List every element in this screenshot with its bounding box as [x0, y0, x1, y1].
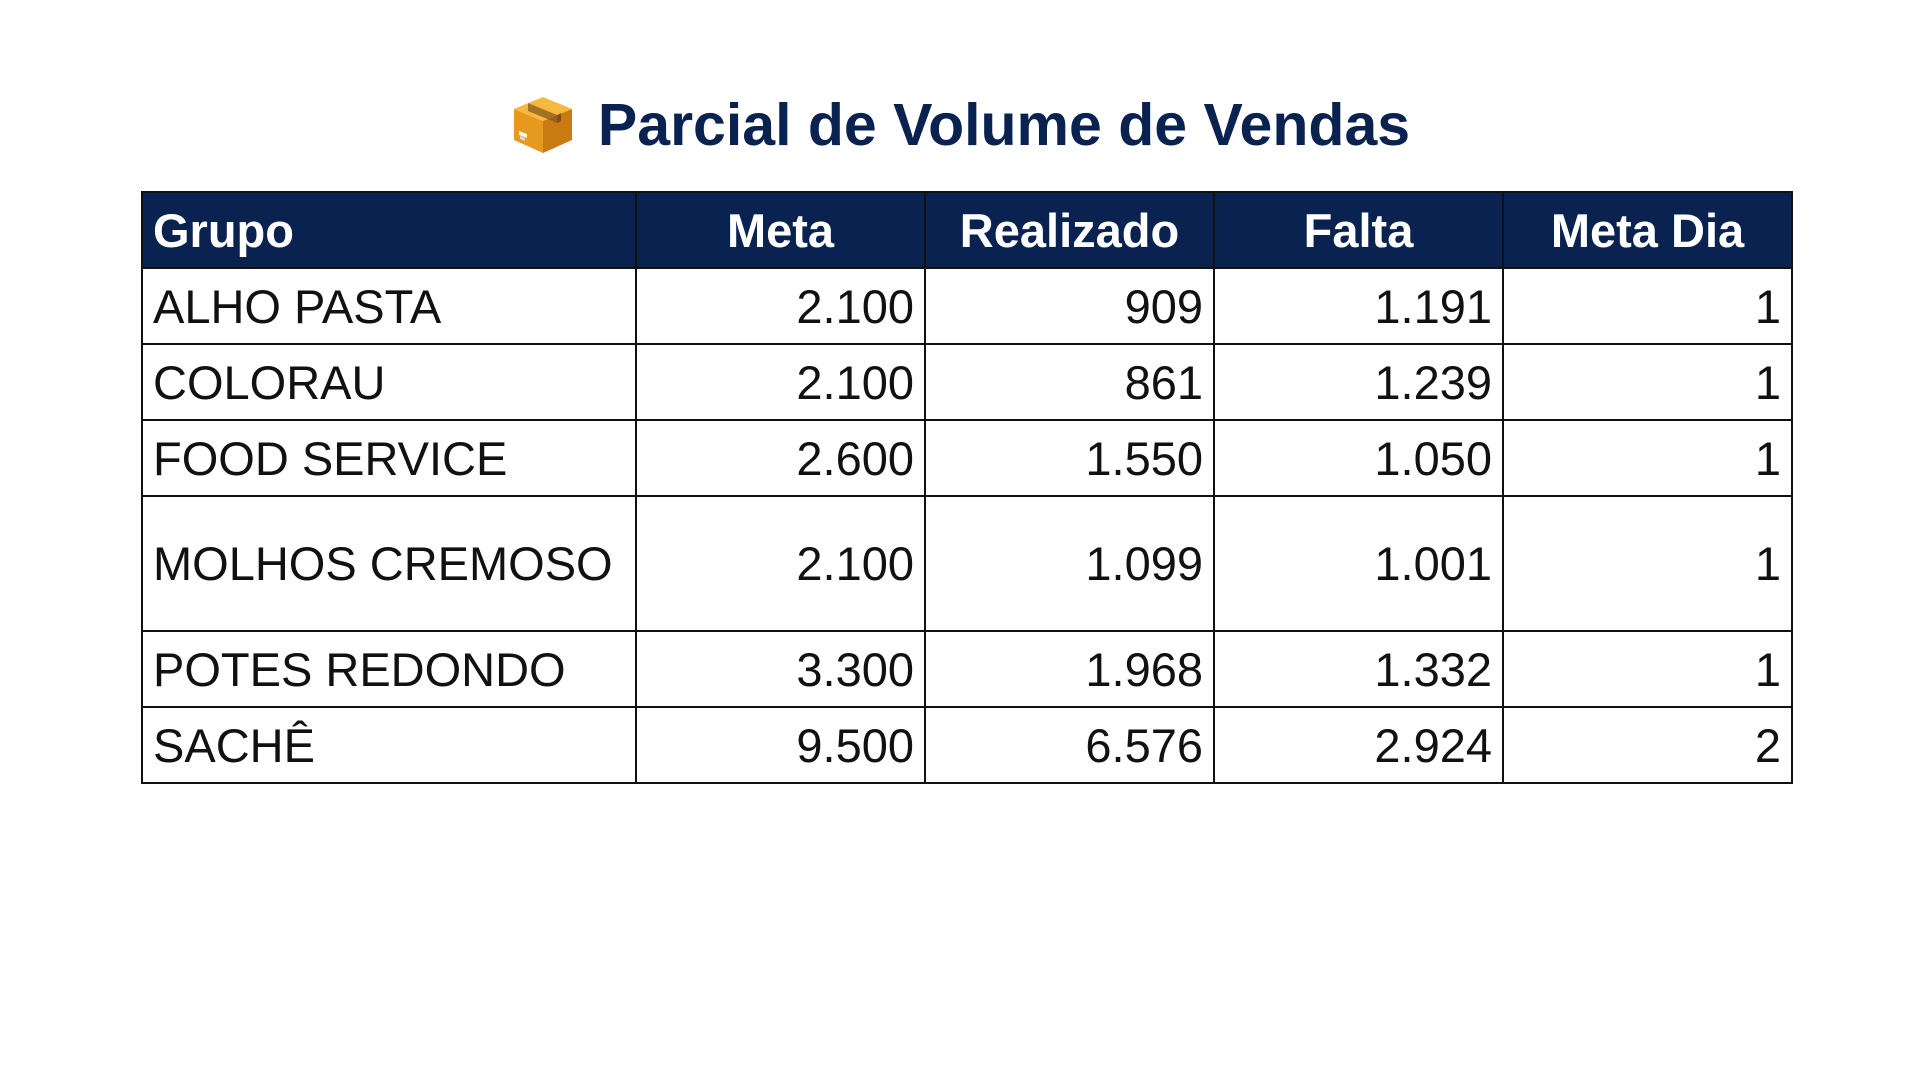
column-header-falta: Falta — [1214, 192, 1503, 268]
cell-grupo: FOOD SERVICE — [142, 420, 636, 496]
column-header-grupo: Grupo — [142, 192, 636, 268]
table-row — [142, 420, 1792, 496]
cell-falta: 1.001 — [1214, 496, 1503, 631]
table-row — [142, 496, 1792, 631]
cell-grupo: POTES REDONDO — [142, 631, 636, 707]
cell-meta: 2.600 — [636, 420, 925, 496]
table-row — [142, 344, 1792, 420]
table-header-row — [142, 192, 1792, 268]
title-row — [0, 88, 1920, 162]
cell-realizado: 861 — [925, 344, 1214, 420]
page-title: Parcial de Volume de Vendas — [597, 91, 1411, 158]
cell-falta: 1.239 — [1214, 344, 1503, 420]
column-header-meta: Meta — [636, 192, 925, 268]
cell-realizado: 909 — [925, 268, 1214, 344]
cell-meta: 2.100 — [636, 344, 925, 420]
cell-meta-dia: 1 — [1503, 496, 1792, 631]
cell-falta: 1.191 — [1214, 268, 1503, 344]
cell-meta-dia: 1 — [1503, 420, 1792, 496]
table-row — [142, 707, 1792, 783]
cell-meta: 2.100 — [636, 496, 925, 631]
table-row — [142, 631, 1792, 707]
cell-realizado: 1.550 — [925, 420, 1214, 496]
cell-grupo: MOLHOS CREMOSO — [142, 496, 636, 631]
table-row — [142, 268, 1792, 344]
package-box-icon — [510, 93, 576, 157]
cell-meta: 3.300 — [636, 631, 925, 707]
cell-realizado: 1.099 — [925, 496, 1214, 631]
cell-meta: 2.100 — [636, 268, 925, 344]
sales-table — [141, 191, 1793, 784]
column-header-meta-dia: Meta Dia — [1503, 192, 1792, 268]
cell-falta: 2.924 — [1214, 707, 1503, 783]
cell-falta: 1.050 — [1214, 420, 1503, 496]
cell-meta-dia: 1 — [1503, 268, 1792, 344]
cell-grupo: COLORAU — [142, 344, 636, 420]
cell-meta: 9.500 — [636, 707, 925, 783]
column-header-realizado: Realizado — [925, 192, 1214, 268]
cell-realizado: 6.576 — [925, 707, 1214, 783]
cell-falta: 1.332 — [1214, 631, 1503, 707]
cell-meta-dia: 1 — [1503, 344, 1792, 420]
cell-meta-dia: 2 — [1503, 707, 1792, 783]
cell-grupo: SACHÊ — [142, 707, 636, 783]
cell-realizado: 1.968 — [925, 631, 1214, 707]
cell-meta-dia: 1 — [1503, 631, 1792, 707]
cell-grupo: ALHO PASTA — [142, 268, 636, 344]
